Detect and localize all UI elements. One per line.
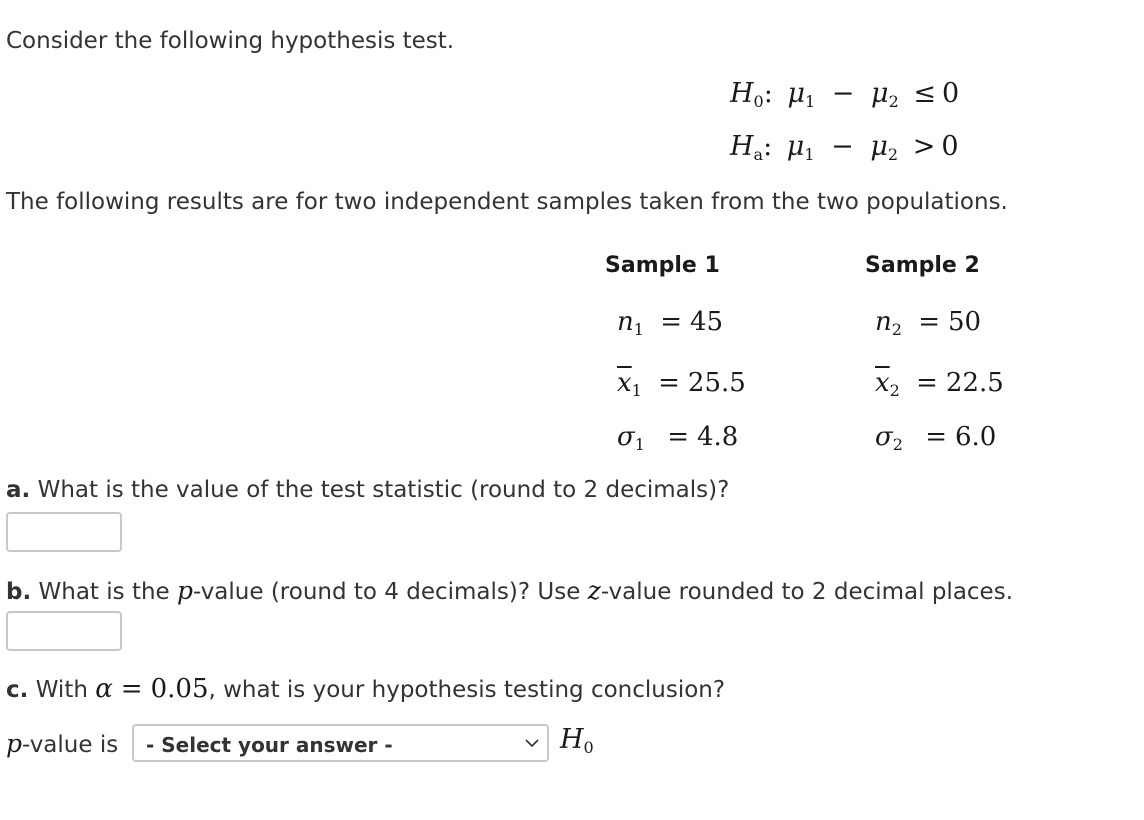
intro-text: Consider the following hypothesis test. [6, 28, 455, 54]
sample1-sigma: $\sigma_1 = 4.8$ [617, 422, 739, 454]
question-b: b. What is the p-value (round to 4 decimals)? Use z-value rounded to 2 decimal places. [6, 576, 1014, 605]
question-c: c. With α = 0.05, what is your hypothesis testing conclusion? [6, 674, 726, 704]
sample1-n: $n_1 = 45$ [617, 307, 724, 339]
chevron-down-icon [523, 734, 541, 752]
alternative-hypothesis: $H_a$: $\mu_1 - \mu_2 > 0$ [730, 131, 959, 164]
question-a: a. What is the value of the test statistic (round to 2 decimals)? [6, 477, 730, 503]
sample2-sigma: $\sigma_2 = 6.0$ [875, 422, 997, 454]
sample2-header: Sample 2 [865, 253, 980, 278]
p-value-is-label: p-value is [6, 729, 119, 758]
test-statistic-input[interactable] [6, 512, 122, 552]
sample2-mean: $\overline{x}_2 = 22.5$ [875, 368, 1004, 400]
h0-symbol: $H_0$ [560, 724, 594, 757]
sample2-n: $n_2 = 50$ [875, 307, 982, 339]
p-value-input[interactable] [6, 611, 122, 651]
conclusion-select-value: - Select your answer - [146, 733, 393, 757]
conclusion-select[interactable] [132, 724, 549, 762]
null-hypothesis: $H_0$: $\mu_1 - \mu_2 \le 0$ [730, 78, 960, 111]
sample1-header: Sample 1 [605, 253, 720, 278]
sample1-mean: $\overline{x}_1 = 25.5$ [617, 368, 746, 400]
results-text: The following results are for two independent samples taken from the two populations. [6, 189, 1008, 215]
